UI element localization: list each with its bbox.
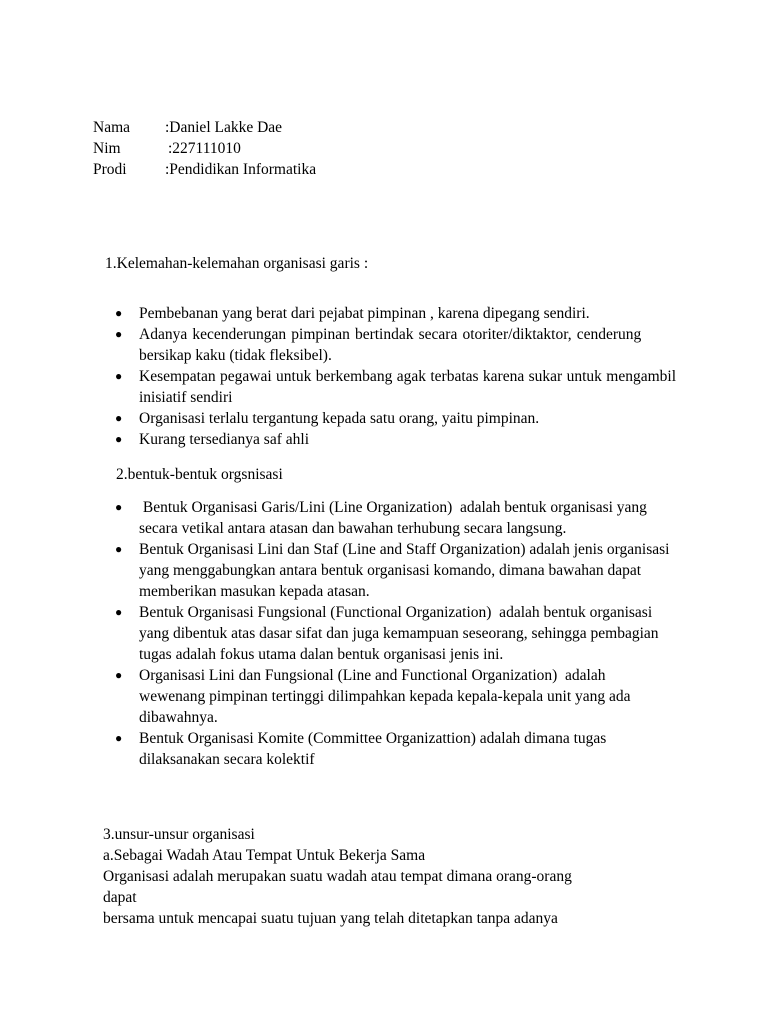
bullet-icon: ● bbox=[115, 327, 123, 341]
list-item: ● Organisasi Lini dan Fungsional (Line and Functional Organization) adalah wewenang pimpinan tertinggi dilimpahkan kepada kepala-kepala unit yang ada dibawahnya. bbox=[115, 667, 631, 726]
bullet-icon: ● bbox=[115, 411, 123, 425]
section2-list bbox=[112, 497, 676, 770]
identity-value: :Daniel Lakke Dae bbox=[165, 119, 283, 136]
section3-block bbox=[103, 824, 663, 929]
list-item: ● Organisasi terlalu tergantung kepada satu orang, yaitu pimpinan. bbox=[115, 410, 540, 427]
list-item: ● Bentuk Organisasi Lini dan Staf (Line and Staff Organization) adalah jenis organisasi yang menggabungkan antara bentuk organisasi komando, dimana bawahan dapat memberikan masukan kepada atasan. bbox=[115, 541, 670, 600]
paragraph-line: Organisasi adalah merupakan suatu wadah atau tempat dimana orang-orang bbox=[103, 868, 572, 885]
identity-value: :Pendidikan Informatika bbox=[165, 161, 317, 178]
bullet-icon: ● bbox=[115, 432, 123, 446]
paragraph-line: bersama untuk mencapai suatu tujuan yang telah ditetapkan tanpa adanya bbox=[103, 910, 558, 927]
identity-value: :227111010 bbox=[168, 140, 241, 157]
identity-row-nim bbox=[93, 138, 316, 159]
bullet-icon: ● bbox=[115, 668, 123, 682]
bullet-icon: ● bbox=[115, 500, 123, 514]
bullet-icon: ● bbox=[115, 369, 123, 383]
list-item: ● Adanya kecenderungan pimpinan bertindak secara otoriter/diktaktor, cenderung bersikap kaku (tidak fleksibel). bbox=[115, 326, 676, 364]
identity-block bbox=[93, 117, 316, 180]
section3-heading: 3.unsur-unsur organisasi bbox=[103, 826, 255, 843]
list-item: ● Bentuk Organisasi Fungsional (Functional Organization) adalah bentuk organisasi yang dibentuk atas dasar sifat dan juga kemampuan seseorang, sehingga pembagian tugas adalah fokus utama dalan bentuk organisasi jenis ini. bbox=[115, 604, 659, 663]
list-item: ● Pembebanan yang berat dari pejabat pimpinan , karena dipegang sendiri. bbox=[115, 305, 590, 322]
paragraph-line: dapat bbox=[103, 889, 137, 906]
bullet-icon: ● bbox=[115, 306, 123, 320]
section1-heading: 1.Kelemahan-kelemahan organisasi garis : bbox=[105, 255, 369, 272]
bullet-icon: ● bbox=[115, 731, 123, 745]
identity-label: Prodi bbox=[93, 161, 127, 178]
identity-row-prodi bbox=[93, 159, 316, 180]
list-item: ● Bentuk Organisasi Garis/Lini (Line Organization) adalah bentuk organisasi yang secara vetikal antara atasan dan bawahan terhubung secara langsung. bbox=[115, 499, 647, 537]
list-item: ● Kurang tersedianya saf ahli bbox=[115, 431, 310, 448]
list-item: ● Bentuk Organisasi Komite (Committee Organizattion) adalah dimana tugas dilaksanakan secara kolektif bbox=[115, 730, 607, 768]
list-item: ● Kesempatan pegawai untuk berkembang agak terbatas karena sukar untuk mengambil inisiatif sendiri bbox=[115, 368, 676, 406]
bullet-icon: ● bbox=[115, 605, 123, 619]
identity-label: Nim bbox=[93, 140, 121, 157]
section2-heading: 2.bentuk-bentuk orgsnisasi bbox=[116, 466, 283, 483]
section1-list bbox=[112, 303, 676, 450]
bullet-icon: ● bbox=[115, 542, 123, 556]
identity-row-nama bbox=[93, 117, 316, 138]
section3-subheading: a.Sebagai Wadah Atau Tempat Untuk Bekerja Sama bbox=[103, 847, 426, 864]
identity-label: Nama bbox=[93, 119, 131, 136]
